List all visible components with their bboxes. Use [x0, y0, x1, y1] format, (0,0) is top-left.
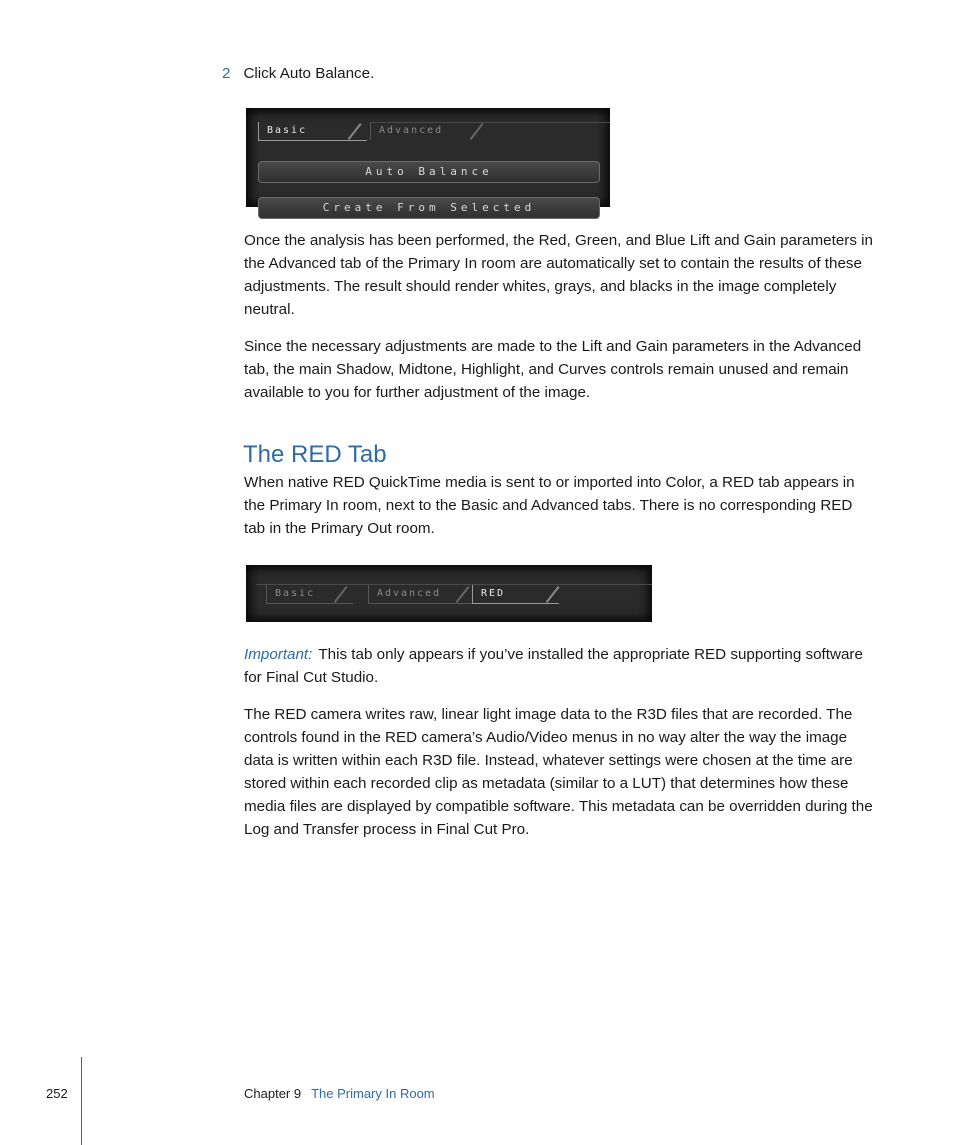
tab-red[interactable]: RED — [472, 585, 559, 604]
step-number: 2 — [222, 65, 231, 82]
important-label: Important: — [244, 646, 313, 663]
auto-balance-button[interactable]: Auto Balance — [258, 161, 600, 183]
basic-tab-panel-screenshot — [246, 108, 610, 214]
chapter-label: Chapter 9 — [244, 1086, 302, 1101]
tab-advanced[interactable]: Advanced — [370, 122, 479, 140]
paragraph-red-camera: The RED camera writes raw, linear light image data to the R3D files that are recorded. The controls found in the RED camera’s Audio/Video menus in no way alter the way the image data is written within each R3D file. Instead, whatever settings were chosen at the time are stored within each recorded clip as metadata (similar to a LUT) that determines how these media files are displayed by compatible software. This metadata can be overridden during the Log and Transfer process in Final Cut Pro. — [244, 706, 873, 838]
step-text: Click Auto Balance. — [243, 65, 375, 82]
section-heading: The RED Tab — [243, 441, 387, 468]
tab-basic[interactable]: Basic — [266, 585, 353, 604]
red-tab-panel-screenshot — [246, 565, 652, 622]
tab-basic[interactable]: Basic — [258, 122, 367, 141]
important-text: This tab only appears if you’ve installed the appropriate RED supporting software for Final Cut Studio. — [244, 646, 863, 686]
paragraph-red-tab: When native RED QuickTime media is sent to or imported into Color, a RED tab appears in the Primary In room, next to the Basic and Advanced tabs. There is no corresponding RED tab in the Primary Out room. — [244, 474, 855, 537]
footer-rule — [81, 1057, 82, 1145]
paragraph-analysis: Once the analysis has been performed, the Red, Green, and Blue Lift and Gain parameters in the Advanced tab of the Primary In room are automatically set to contain the results of these adjustments. The result should render whites, grays, and blacks in the image completely neutral. — [244, 232, 873, 318]
footer-chapter — [244, 1086, 435, 1101]
page-number: 252 — [46, 1086, 68, 1101]
step-2 — [222, 62, 374, 85]
important-note — [244, 643, 876, 689]
chapter-title: The Primary In Room — [311, 1086, 435, 1101]
tab-advanced[interactable]: Advanced — [368, 585, 473, 604]
create-from-selected-button[interactable]: Create From Selected — [258, 197, 600, 219]
paragraph-adjustments: Since the necessary adjustments are made to the Lift and Gain parameters in the Advanced tab, the main Shadow, Midtone, Highlight, and Curves controls remain unused and remain available to you for further adjustment of the image. — [244, 338, 862, 401]
